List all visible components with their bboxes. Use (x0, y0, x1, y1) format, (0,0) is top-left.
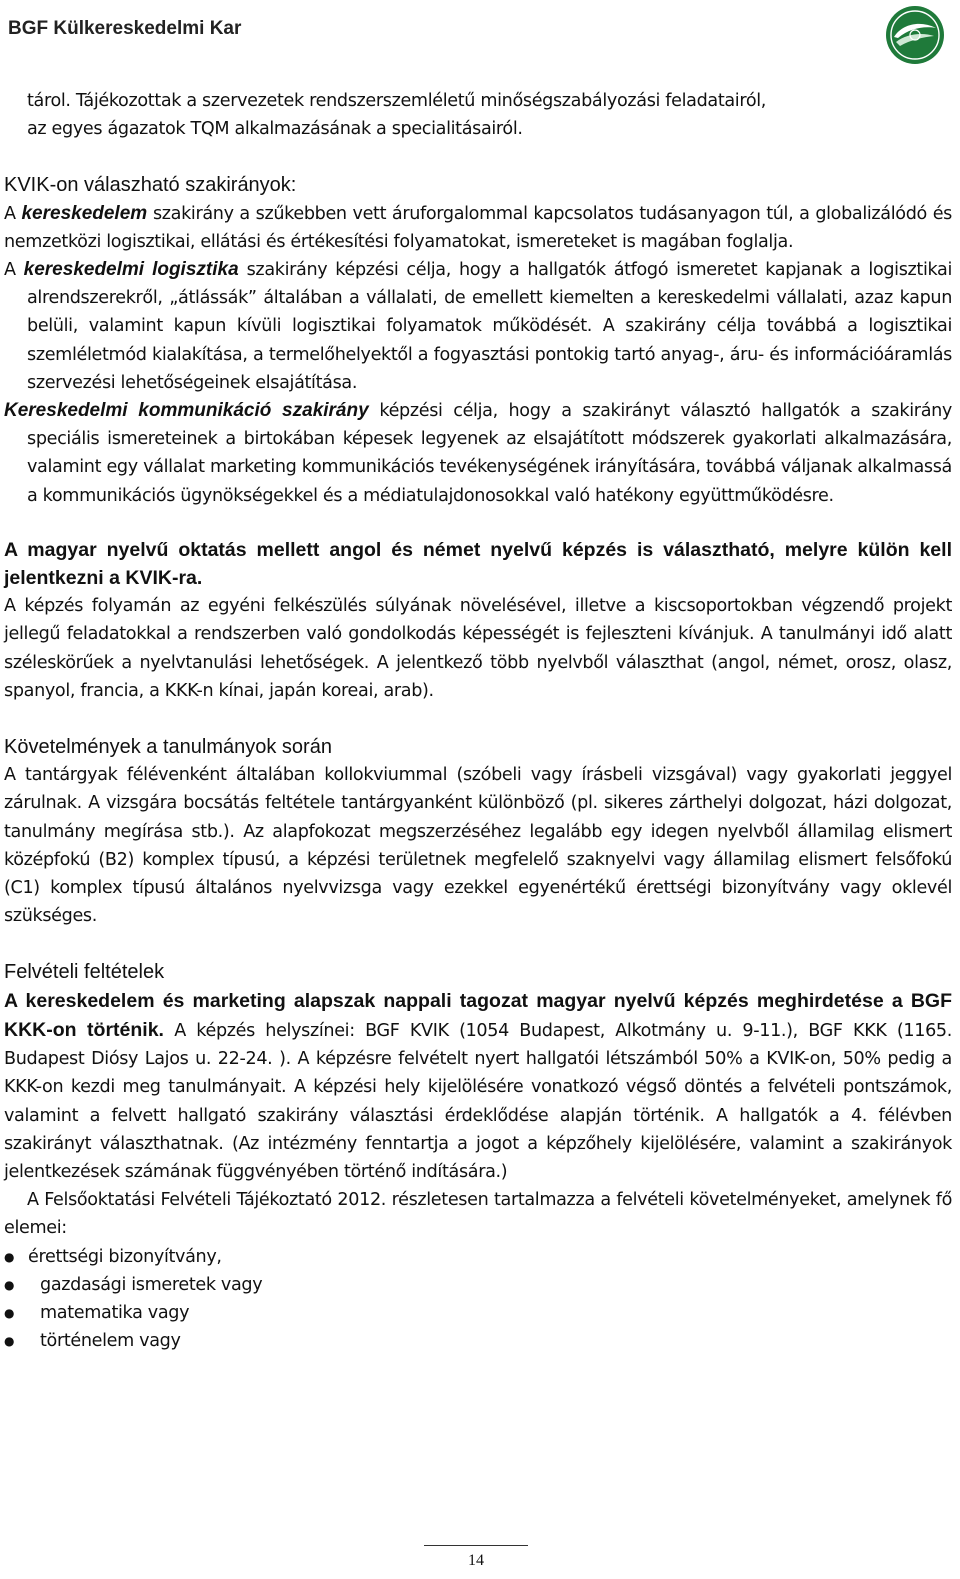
languages-bold: A magyar nyelvű oktatás mellett angol és német nyelvű képzés is választható, melyre külön kell jelentkezni a KVIK-ra. (4, 538, 952, 590)
spacer (4, 705, 952, 733)
document-body (4, 87, 952, 1355)
page-footer (424, 1545, 528, 1570)
kereskedelem-term: kereskedelem (21, 202, 148, 224)
spacer (4, 143, 952, 171)
list-item: ● gazdasági ismeretek vagy (4, 1271, 952, 1299)
intro-line-1: tárol. Tájékozottak a szervezetek rendszerszemléletű minőségszabályozási feladatairól, (27, 91, 767, 111)
page-number: 14 (468, 1552, 484, 1569)
spacer (4, 930, 952, 958)
intro-line-2: az egyes ágazatok TQM alkalmazásának a specialitásairól. (27, 119, 523, 140)
requirements-heading: Követelmények a tanulmányok során (4, 736, 332, 759)
languages-text: A képzés folyamán az egyéni felkészülés súlyának növelésével, illetve a kiscsoportokban végzendő projekt jellegű feladatokkal a rendszerben való gondolkodás képességét is fejleszteni kívánjuk. A tanulmányi idő alatt széleskörűek a nyelvtanulási lehetőségek. A jelentkező több nyelvből választhat (angol, német, orosz, olasz, spanyol, francia, a KKK-n kínai, japán koreai, arab). (4, 596, 952, 701)
list-item: ● matematika vagy (4, 1299, 952, 1327)
bgf-logo-icon (884, 4, 946, 66)
page-header (0, 0, 960, 68)
header-title: BGF Külkereskedelmi Kar (8, 18, 242, 39)
spacer (4, 510, 952, 536)
admission-heading: Felvételi feltételek (4, 961, 165, 984)
logisztika-term: kereskedelmi logisztika (23, 259, 239, 281)
specializations-heading: KVIK-on válaszható szakirányok: (4, 174, 297, 197)
admission-list (4, 1243, 952, 1356)
kommunikacio-term: Kereskedelmi kommunikáció szakirány (4, 400, 369, 422)
admission-text: A képzés helyszínei: BGF KVIK (1054 Budapest, Alkotmány u. 9-11.), BGF KKK (1165. Budapest Diósy Lajos u. 22-24. ). A képzésre felvételt nyert hallgatói létszámból 50% a KVIK-on, 50% pedig a KKK-on kezdi meg tanulmányait. A képzési hely kijelölésére vonatkozó végső döntés a felvételi pontszámok, valamint a felvett hallgató szakirány választási érdeklődése alapján történik. A hallgatók a 4. félévben szakirányt választhatnak. (Az intézmény fenntartja a jogot a képzőhely kijelölésére, valamint a szakirányok jelentkezések számának függvényében történő indítására.) (4, 1020, 953, 1182)
prefix: A (4, 203, 22, 224)
logisztika-paragraph (4, 256, 952, 397)
prefix: A (4, 260, 24, 281)
footer-divider (424, 1545, 528, 1546)
kereskedelem-paragraph (4, 200, 952, 256)
admission-guide: A Felsőoktatási Felvételi Tájékoztató 2012. részletesen tartalmazza a felvételi követelményeket, amelynek fő elemei: (4, 1190, 952, 1239)
kommunikacio-paragraph (4, 397, 952, 510)
admission-paragraph (4, 987, 952, 1186)
list-item: ● érettségi bizonyítvány, (4, 1243, 952, 1271)
requirements-text: A tantárgyak félévenként általában kollokviummal (szóbeli vagy írásbeli vizsgával) vagy gyakorlati jeggyel zárulnak. A vizsgára bocsátás feltétele tantárgyanként különböző (pl. sikeres zárthelyi dolgozat, házi dolgozat, tanulmány megírása stb.). Az alapfokozat megszerzéséhez legalább egy idegen nyelvből államilag elismert középfokú (B2) komplex típusú, a képzési területnek megfelelő szaknyelvi vagy államilag elismert felsőfokú (C1) komplex típusú általános nyelvvizsga vagy ezekkel egyenértékű érettségi bizonyítvány vagy oklevél szükséges. (4, 765, 952, 927)
kereskedelem-text: szakirány a szűkebben vett áruforgalommal kapcsolatos tudásanyagon túl, a globalizálódó és nemzetközi logisztikai, ellátási és értékesítési folyamatokat, ismereteket is magában foglalja. (4, 203, 952, 252)
kommunikacio-text: képzési célja, hogy a szakirányt választó hallgatók a szakirány speciális ismereteinek a birtokában képesek legyenek az elsajátított módszerek gyakorlati alkalmazására, valamint egy vállalat marketing kommunikációs tevékenységének irányítására, továbbá váljanak alkalmassá a kommunikációs ügynökségekkel és a médiatulajdonosokkal való hatékony együttműködésre. (27, 401, 952, 506)
logisztika-text: szakirány képzési célja, hogy a hallgatók átfogó ismeretet kapjanak a logisztikai alrendszerekről, „átlássák” általában a vállalati, de emellett kiemelten a kereskedelmi vállalati, azaz kapun belüli, valamint kapun kívüli logisztikai folyamatok működését. A szakirány célja továbbá a logisztikai szemléletmód kialakítása, a termelőhelyektől a fogyasztási pontokig tartó anyag-, áru- és információáramlás szervezési lehetőségeinek elsajátítása. (27, 260, 953, 393)
list-item: ● történelem vagy (4, 1327, 952, 1355)
admission-bold: A kereskedelem és marketing alapszak nappali tagozat magyar nyelvű képzés meghirdetése a BGF KKK-on történik. (4, 989, 952, 1041)
